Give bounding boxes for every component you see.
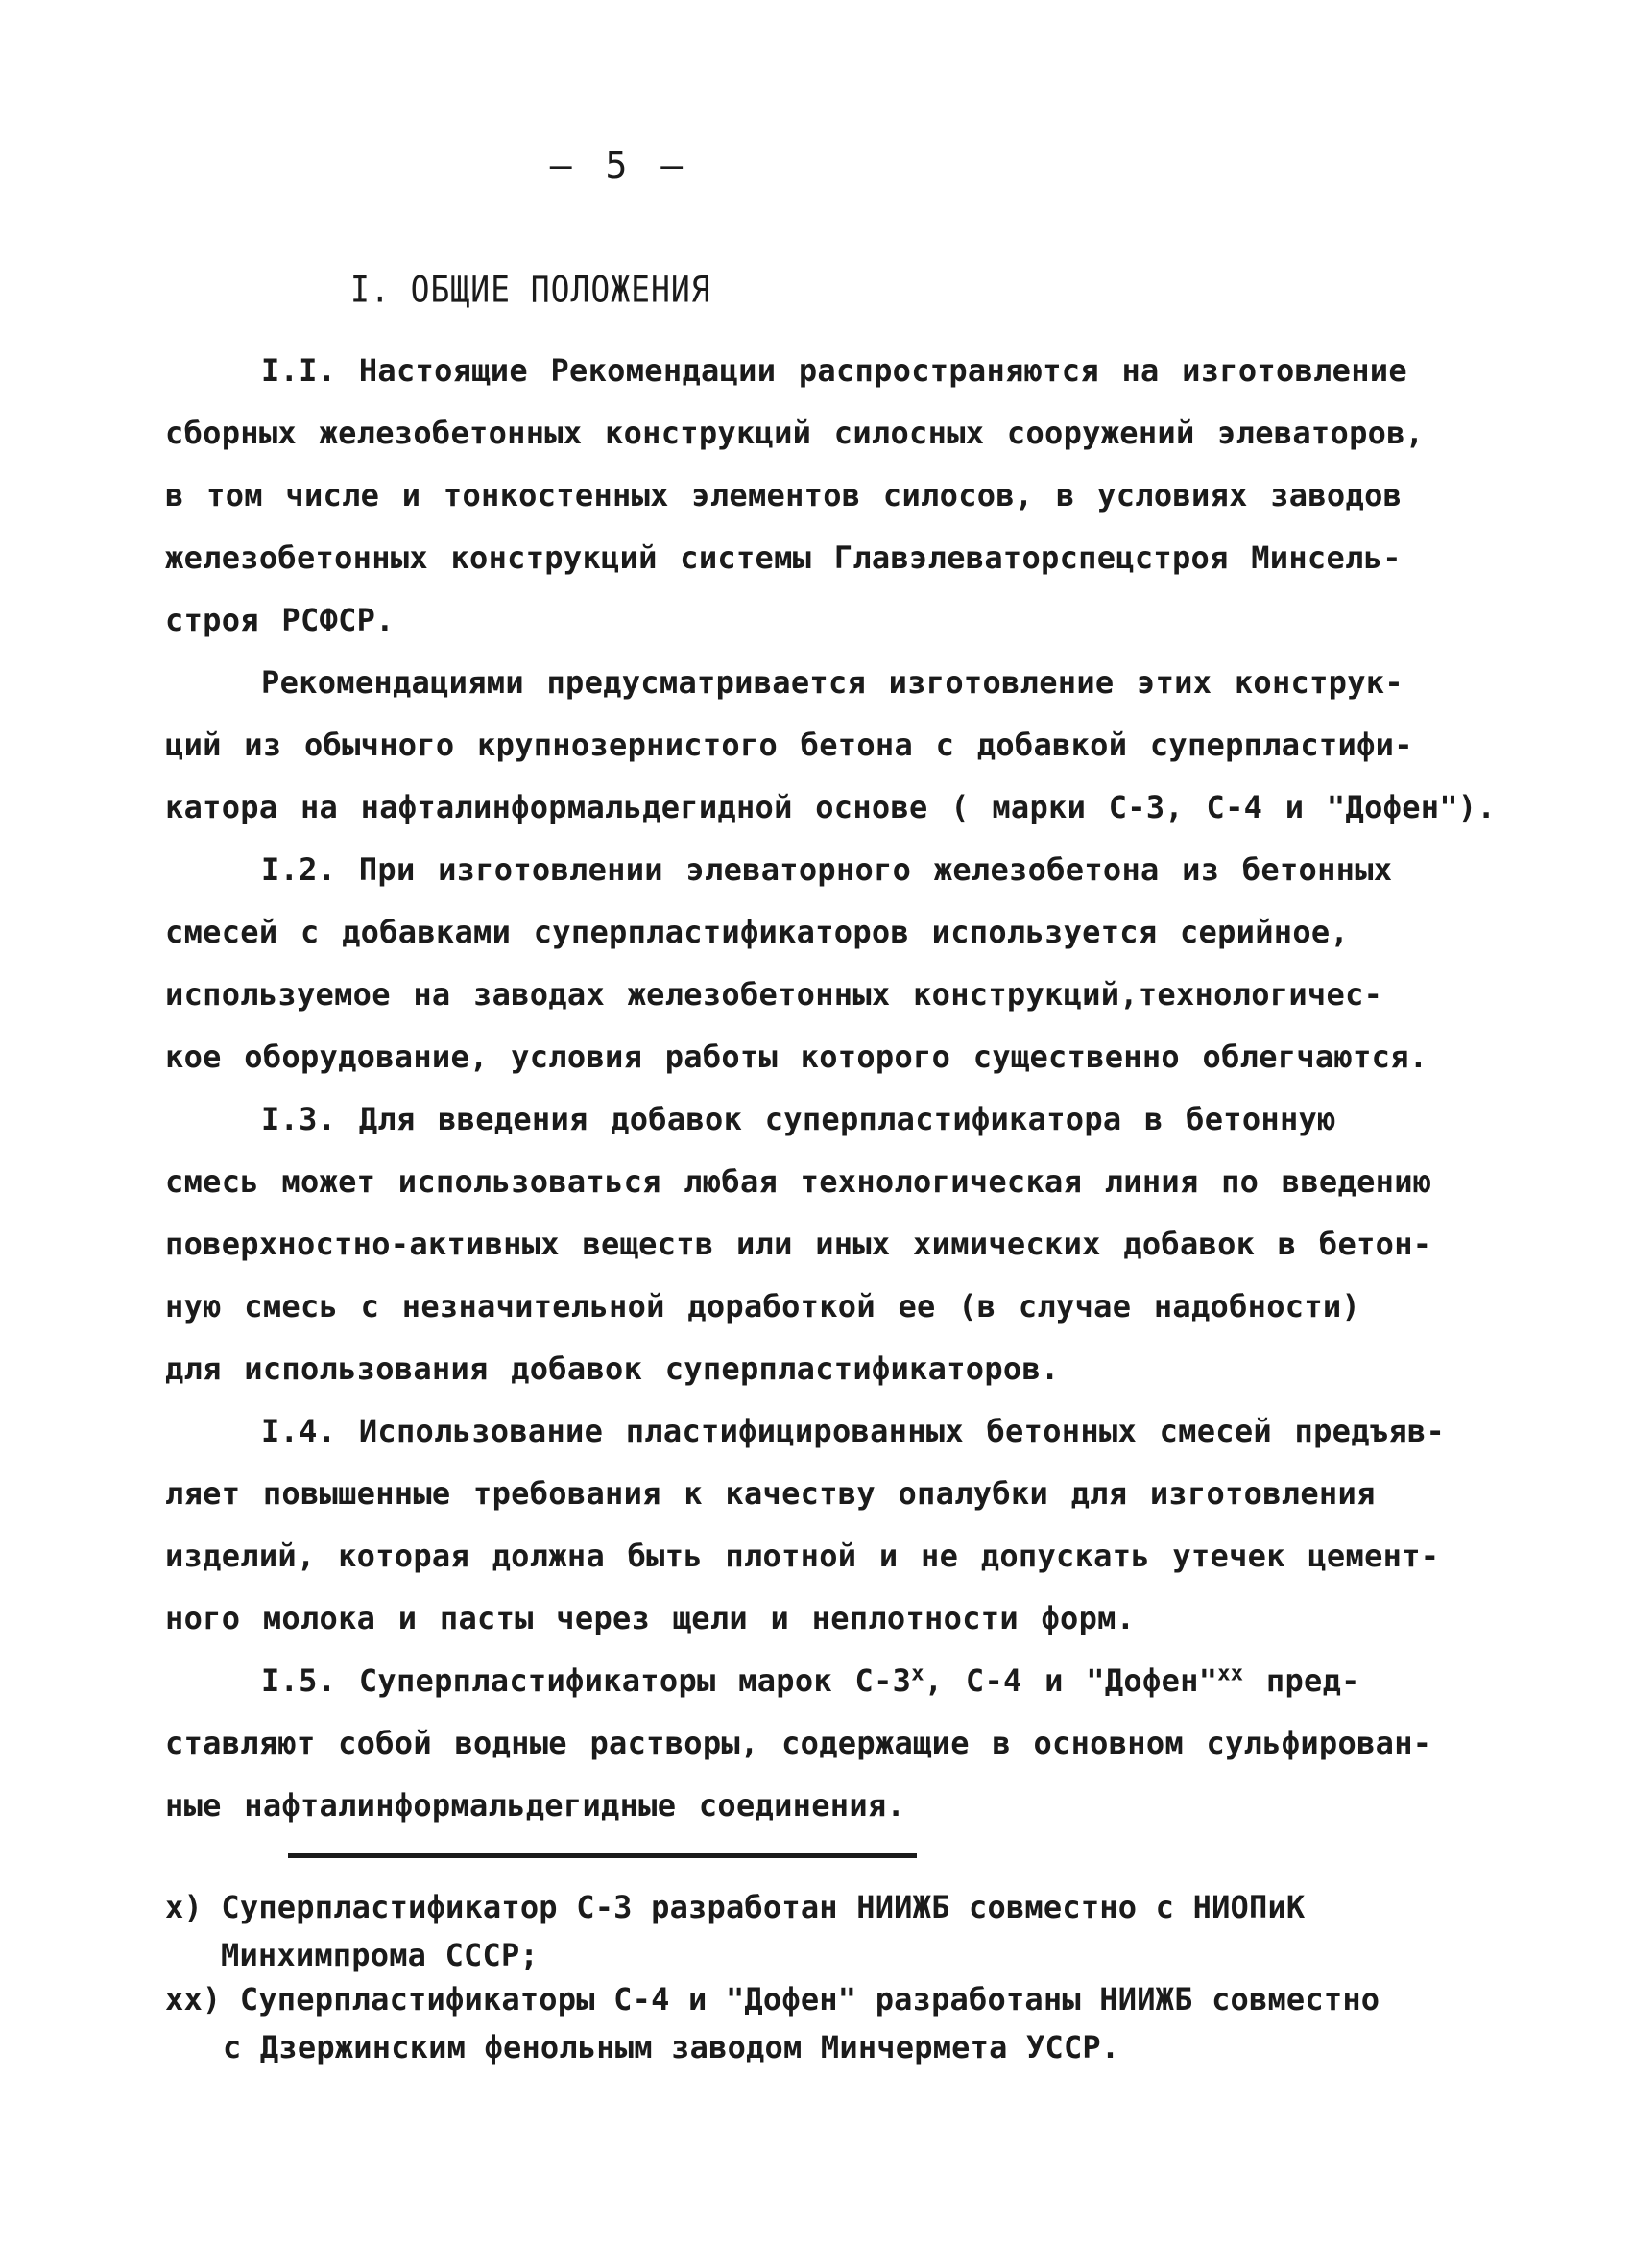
paragraph-recommendations-line: катора на нафталинформальдегидной основе ( марки С-3, С-4 и "Дофен").	[165, 789, 1497, 825]
p15-mid: , С-4 и "Дофен"	[924, 1662, 1218, 1699]
paragraph-recommendations-line: Рекомендациями предусматривается изготовление этих конструк-	[261, 664, 1404, 701]
paragraph-1-5-line	[165, 1650, 1452, 1712]
paragraph-recommendations-line: ций из обычного крупнозернистого бетона с добавкой суперпластифи-	[165, 727, 1413, 763]
paragraph-1-4-line: ляет повышенные требования к качеству опалубки для изготовления	[165, 1475, 1376, 1512]
paragraph-1-3-line: I.3. Для введения добавок суперпластификатора в бетонную	[261, 1101, 1336, 1137]
footnote-2-line: с Дзержинским фенольным заводом Минчермета УССР.	[223, 2029, 1120, 2065]
paragraph-1-3-line: ную смесь с незначительной доработкой ее (в случае надобности)	[165, 1288, 1361, 1325]
paragraph-1-3-line: для использования добавок суперпластификаторов.	[165, 1350, 1060, 1387]
paragraph-1-2-line: I.2. При изготовлении элеваторного железобетона из бетонных	[261, 851, 1393, 888]
paragraph-1-4-line: I.4. Использование пластифицированных бетонных смесей предъяв-	[261, 1413, 1446, 1449]
paragraph-1-5-line: ные нафталинформальдегидные соединения.	[165, 1787, 906, 1824]
body-text	[165, 340, 1497, 1837]
paragraph-1-1-line: железобетонных конструкций системы Главэлеваторспецстроя Минсель-	[165, 539, 1402, 576]
paragraph-1-1-line: сборных железобетонных конструкций силосных сооружений элеваторов,	[165, 415, 1425, 451]
p15-start: I.5. Суперпластификаторы марок С-3	[261, 1662, 912, 1699]
paragraph-1-2-line: используемое на заводах железобетонных конструкций,технологичес-	[165, 976, 1383, 1013]
paragraph-1-1-line: в том числе и тонкостенных элементов силосов, в условиях заводов	[165, 477, 1403, 513]
footnote-ref-x: x	[911, 1661, 924, 1686]
footnote-separator	[288, 1853, 917, 1858]
paragraph-1-4-line: ного молока и пасты через щели и неплотности форм.	[165, 1600, 1136, 1636]
page-number: – 5 –	[549, 144, 689, 186]
footnote-2	[165, 1975, 1471, 2071]
paragraph-1-3-line: поверхностно-активных веществ или иных химических добавок в бетон-	[165, 1226, 1432, 1262]
footnote-ref-xx: xx	[1217, 1661, 1244, 1686]
paragraph-1-2-line: смесей с добавками суперпластификаторов используется серийное,	[165, 914, 1350, 950]
footnote-1-line: x) Суперпластификатор С-3 разработан НИИЖБ совместно с НИОПиК	[165, 1889, 1306, 1925]
footnote-1-line: Минхимпрома СССР;	[221, 1937, 539, 1973]
footnote-2-line: xx) Суперпластификаторы С-4 и "Дофен" разработаны НИИЖБ совместно	[165, 1981, 1380, 2017]
paragraph-1-1-line: строя РСФСР.	[165, 602, 395, 638]
paragraph-1-2-line: кое оборудование, условия работы которого существенно облегчаются.	[165, 1039, 1428, 1075]
footnote-1	[165, 1883, 1471, 1979]
paragraph-1-4-line: изделий, которая должна быть плотной и не допускать утечек цемент-	[165, 1538, 1440, 1574]
paragraph-1-1-line: I.I. Настоящие Рекомендации распространяются на изготовление	[261, 352, 1407, 389]
section-heading: I. ОБЩИЕ ПОЛОЖЕНИЯ	[350, 269, 711, 311]
p15-end: пред-	[1243, 1662, 1360, 1699]
paragraph-1-3-line: смесь может использоваться любая технологическая линия по введению	[165, 1163, 1432, 1200]
paragraph-1-5-line: ставляют собой водные растворы, содержащие в основном сульфирован-	[165, 1725, 1432, 1761]
